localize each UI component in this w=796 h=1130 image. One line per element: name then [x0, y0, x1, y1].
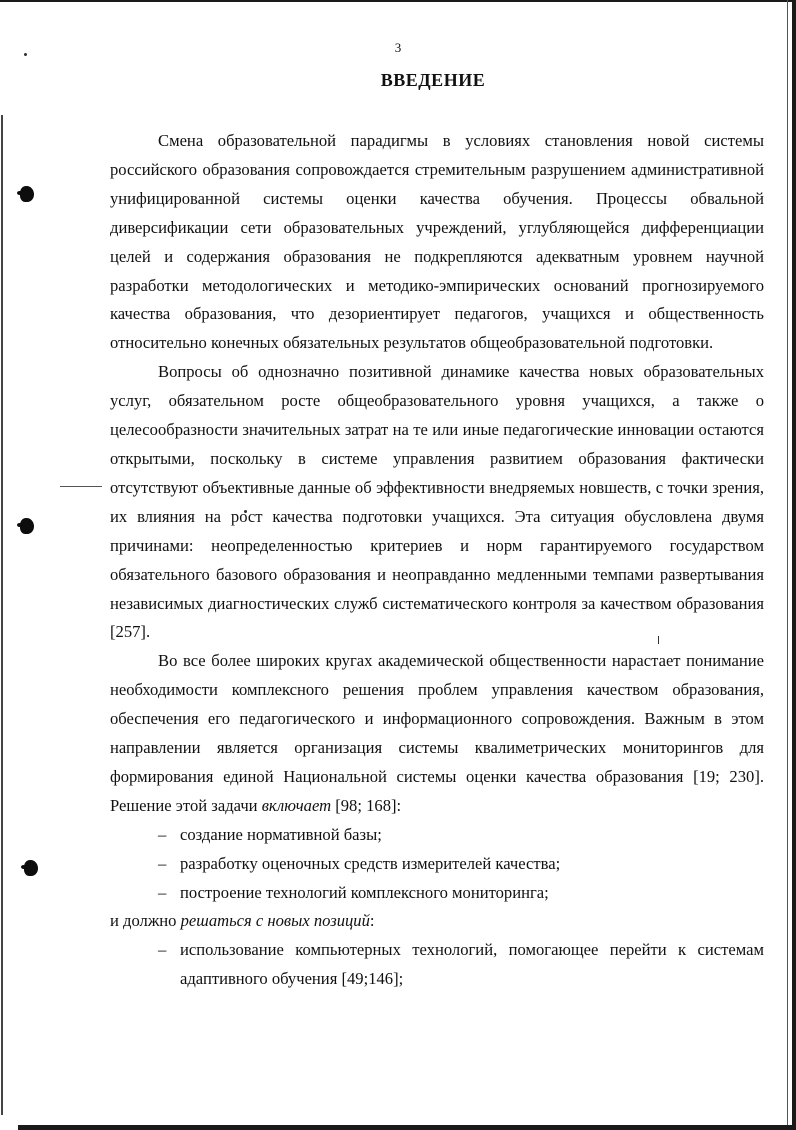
connector-emphasis: решаться с новых позиций	[180, 911, 370, 931]
list-item-text: построение технологий комплексного мониторинга;	[180, 882, 549, 902]
paragraph-3	[110, 647, 764, 820]
position-list	[110, 936, 764, 994]
paragraph-2: Вопросы об однозначно позитивной динамике качества новых образовательных услуг, обязательном росте общеобразовательного уровня учащихся, а также о целесообразности значительных затрат на те или иные педагогические инновации остаются открытыми, поскольку в системе управления развитием образования фактически отсутствуют объективные данные об эффективности внедряемых новшеств, с точки зрения, их влияния на рост качества подготовки учащихся. Эта ситуация обусловлена двумя причинами: неопределенностью критериев и норм гарантируемого государством обязательного базового образования и неоправданно медленными темпами развертывания независимых диагностических служб систематического контроля за качеством образования [257].	[110, 362, 764, 642]
list-item	[110, 879, 764, 908]
list-item	[110, 821, 764, 850]
list-dash: –	[158, 940, 167, 960]
paragraph-3-emphasis: включает	[261, 795, 332, 815]
punch-hole-3	[24, 860, 38, 876]
document-body	[110, 127, 764, 994]
scan-border-bottom	[18, 1125, 796, 1130]
list-dash: –	[158, 882, 167, 902]
list-item	[110, 850, 764, 879]
page-number: 3	[394, 40, 402, 55]
margin-stroke	[60, 486, 102, 487]
paragraph-3-tail: [98; 168]:	[331, 795, 402, 815]
list-item-text: использование компьютерных технологий, помогающее перейти к системам адаптивного обучения [49;146];	[180, 940, 764, 989]
punch-hole-2	[20, 518, 34, 534]
list-item	[110, 936, 764, 994]
connector-lead: и должно	[110, 911, 181, 931]
task-list	[110, 821, 764, 908]
connector-line	[110, 907, 764, 936]
list-item-text: создание нормативной базы;	[180, 824, 382, 844]
list-item-text: разработку оценочных средств измерителей качества;	[180, 853, 561, 873]
punch-hole-1	[20, 186, 34, 202]
page-title: ВВЕДЕНИЕ	[380, 70, 486, 90]
scan-border-top	[0, 0, 796, 10]
list-dash: –	[158, 853, 167, 873]
paragraph-3-text: Во все более широких кругах академической общественности нарастает понимание необходимости комплексного решения проблем управления качеством образования, обеспечения его педагогического и информационного сопровождения. Важным в этом направлении является организация системы квалиметрических мониторингов для формирования единой Национальной системы оценки качества образования [19; 230]. Решение этой задачи	[110, 651, 764, 815]
connector-tail: :	[369, 911, 375, 931]
paragraph-1: Смена образовательной парадигмы в условиях становления новой системы российского образования сопровождается стремительным разрушением административной унифицированной системы оценки качества обучения. Процессы обвальной диверсификации сети образовательных учреждений, углубляющейся дифференциации целей и содержания образования не подкрепляются адекватным уровнем научной разработки методологических и методико-эмпирических оснований прогнозируемого качества образования, что дезориентирует педагогов, учащихся и общественность относительно конечных обязательных результатов общеобразовательной подготовки.	[110, 131, 764, 353]
scan-border-left	[1, 115, 3, 1115]
scan-line-right	[787, 0, 788, 1130]
list-dash: –	[158, 824, 167, 844]
scan-border-right	[792, 0, 796, 1130]
